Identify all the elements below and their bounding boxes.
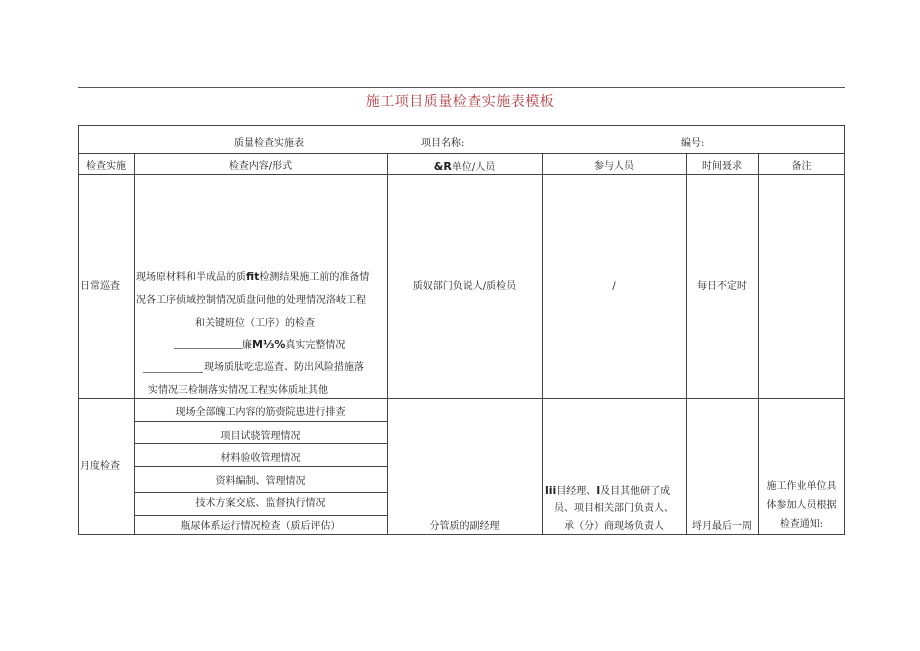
daily-participants: / (612, 281, 616, 292)
daily-label: 日常巡査 (80, 281, 120, 292)
monthly-item-divider (134, 421, 387, 422)
col-header-time: 时间聂求 (702, 161, 742, 172)
top-rule (78, 87, 845, 88)
monthly-participants-line: lii目经理、l及目其他研了成 (545, 484, 671, 497)
col-header-remarks: 备注 (791, 161, 812, 172)
project-name-label: 项目名称: (421, 138, 465, 149)
monthly-item: 项目试骁管理情况 (220, 431, 301, 442)
blank-line (143, 372, 203, 373)
column-divider (542, 153, 543, 535)
daily-content-line: 况各工序侦域控制情况质盘问他的处理情况洛岐工程 (136, 295, 366, 306)
daily-content-line: 廉M⅓%真实完整情况 (242, 338, 346, 351)
table-name: 质量检查实施表 (234, 138, 304, 149)
monthly-item: 材料验收管理情况 (220, 453, 301, 464)
monthly-remarks-line: 体参加人员根据 (766, 500, 837, 511)
monthly-item-divider (134, 515, 387, 516)
inspection-table (78, 125, 845, 535)
monthly-participants-line: 员、项目相关部门负责人、 (554, 503, 674, 514)
col-header-content: 检查内容/形式 (228, 161, 293, 172)
monthly-label: 月度检查 (80, 461, 120, 472)
header-divider (78, 153, 845, 154)
monthly-item-divider (134, 492, 387, 493)
monthly-unit: 分管质的副经理 (429, 521, 500, 532)
section-divider (78, 398, 845, 399)
monthly-item: 现场全部魄工内容的筋赍院患进行排查 (175, 407, 346, 418)
daily-content-line: 现场原材料和半成品的质fit检测结果施工前的准备情 (136, 270, 370, 283)
page-title: 施工项目质量检查实施表模板 (365, 94, 555, 110)
daily-content-line: 现场质肽吃忠巡査、防出风险措施落 (204, 362, 364, 373)
daily-content-line: 实情况三检制落实情况工程实体质址其他 (148, 385, 328, 396)
monthly-item-divider (134, 466, 387, 467)
daily-unit: 质奴部门负说人/质检员 (412, 281, 517, 292)
monthly-item: 资料编制、管理情况 (215, 476, 306, 487)
column-divider (387, 153, 388, 535)
monthly-remarks-line: 施工作业单位具 (766, 481, 837, 492)
monthly-item: 瓶尿体系运行情况检查（质后评估） (180, 521, 341, 532)
monthly-time: 埒月最后一周 (692, 521, 752, 532)
monthly-item: 技术方案交底、监督执行情况 (195, 498, 326, 509)
monthly-participants-line: 承（分）商现场负责人 (564, 521, 664, 532)
blank-line (174, 348, 242, 349)
daily-content-line: 和关键班位（工序）的检查 (195, 318, 315, 329)
col-header-participants: 参与人员 (594, 161, 634, 172)
column-header-divider (78, 174, 845, 175)
col-header-method: 检查实施 (86, 161, 126, 172)
monthly-item-divider (134, 443, 387, 444)
number-label: 编号: (681, 138, 705, 149)
column-divider (758, 153, 759, 535)
col-header-unit: &R单位/人员 (433, 160, 496, 173)
daily-time: 每日不定时 (697, 281, 747, 292)
column-divider (686, 153, 687, 535)
monthly-remarks-line: 检查通知: (779, 519, 824, 530)
